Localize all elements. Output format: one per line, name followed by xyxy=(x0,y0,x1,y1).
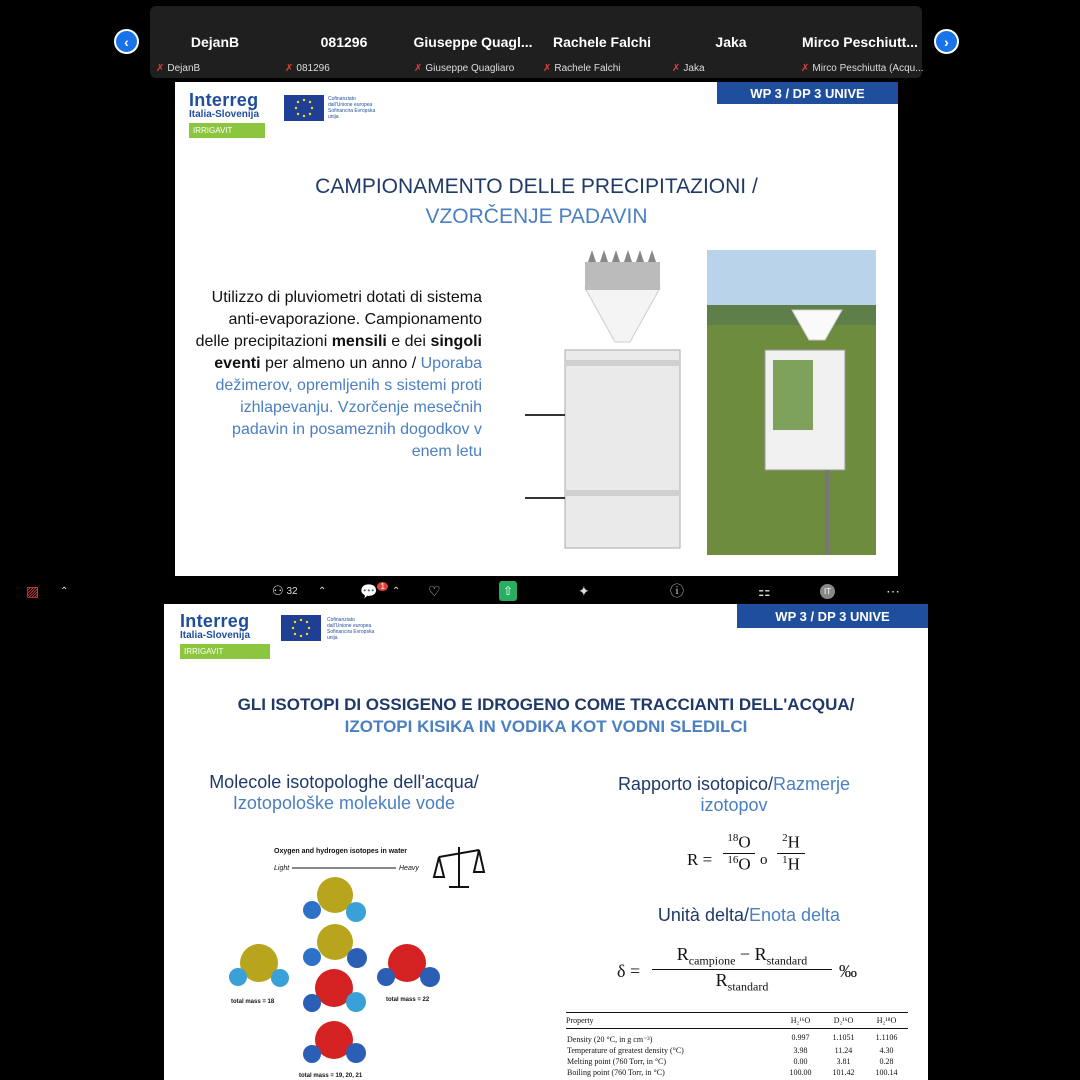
apps-icon[interactable]: ⚏ xyxy=(758,582,771,599)
text-it-part: Utilizzo di pluviometri dotati di sistema anti-evaporazione. Campionamento delle precipitazioni xyxy=(195,289,482,350)
column-header: H₂¹⁶O xyxy=(790,1016,811,1025)
participant-tile[interactable] xyxy=(409,6,537,78)
balance-scale-icon xyxy=(434,847,484,887)
delta-formula xyxy=(614,944,874,1000)
table-row xyxy=(566,1029,908,1046)
participant-label: 081296 xyxy=(296,63,330,74)
participant-tile[interactable] xyxy=(796,6,924,78)
wp-badge: WP 3 / DP 3 UNIVE xyxy=(737,604,928,628)
table-row xyxy=(566,1067,908,1078)
slide-subtitle: IZOTOPI KISIKA IN VODIKA KOT VODNI SLEDILCI xyxy=(344,717,748,736)
mass-label: total mass = 19, 20, 21 xyxy=(299,1073,363,1079)
diagram-title: Oxygen and hydrogen isotopes in water xyxy=(274,848,408,855)
mic-muted-icon: ✗ xyxy=(285,63,294,74)
subscript: standard xyxy=(766,953,808,968)
mass-number: 2 xyxy=(782,832,788,844)
participant-label: Mirco Peschiutta (Acqu... xyxy=(812,63,924,74)
cofunding-text: Cofinanziato dall'Unione europea Sofinancira Evropska unija xyxy=(327,617,375,641)
participant-name: Mirco Peschiutt... xyxy=(802,34,918,50)
field-photo xyxy=(707,250,876,555)
delta-heading xyxy=(634,905,864,926)
formula-r: R = xyxy=(687,850,713,869)
fraction-hydrogen xyxy=(777,832,805,874)
mic-muted-icon: ✗ xyxy=(543,63,552,74)
participants-button[interactable] xyxy=(272,581,298,601)
table-cell: 101.42 xyxy=(832,1068,855,1077)
participant-tile[interactable] xyxy=(667,6,795,78)
table-cell: 0.997 xyxy=(791,1032,810,1042)
slide-title: GLI ISOTOPI DI OSSIGENO E IDROGENO COME TRACCIANTI DELL'ACQUA/ xyxy=(237,695,855,714)
reactions-icon[interactable]: ♡ xyxy=(428,582,441,599)
table-cell: 3.98 xyxy=(793,1046,808,1055)
info-icon[interactable]: ⓘ xyxy=(670,583,684,599)
rain-gauge-image xyxy=(510,250,685,550)
logo-subtitle: Italia-Slovenija xyxy=(180,630,251,641)
chevron-up-icon[interactable]: ⌃ xyxy=(392,585,401,597)
molecules-heading xyxy=(184,772,504,814)
ratio-sl: Razmerje izotopov xyxy=(700,774,851,815)
text-bold: mensili xyxy=(331,333,387,350)
column-header: H₂¹⁸O xyxy=(876,1016,897,1025)
chevron-left-icon: ‹ xyxy=(124,33,129,50)
mic-muted-icon: ✗ xyxy=(156,63,165,74)
element-symbol: H xyxy=(787,854,800,874)
prev-page-button[interactable] xyxy=(114,29,139,54)
table-cell: Temperature of greatest density (°C) xyxy=(567,1046,684,1055)
ratio-formula xyxy=(684,832,814,888)
mass-label: total mass = 18 xyxy=(231,999,275,1005)
isotope-diagram xyxy=(224,842,494,1080)
chat-button[interactable] xyxy=(360,581,388,601)
table-cell: Melting point (760 Torr, in °C) xyxy=(567,1057,667,1066)
fraction-oxygen xyxy=(723,832,755,874)
light-label: Light xyxy=(274,865,290,872)
ai-companion-icon[interactable]: ✦ xyxy=(578,582,590,599)
mass-number: 16 xyxy=(727,853,739,866)
table-cell: Boiling point (760 Torr, in °C) xyxy=(567,1068,665,1077)
video-off-icon[interactable]: ▨ xyxy=(26,582,40,599)
chevron-right-icon: › xyxy=(944,33,949,50)
eu-flag-icon xyxy=(284,95,324,121)
participants-count: 32 xyxy=(286,585,298,597)
logo-subtitle: Italia-Slovenija xyxy=(189,109,260,120)
mic-muted-icon: ✗ xyxy=(801,63,810,74)
delta-sl: Enota delta xyxy=(748,905,841,925)
permil-symbol: ‰ xyxy=(839,961,857,981)
table-cell: 1.1106 xyxy=(875,1032,898,1042)
text-it-part: per almeno un anno / xyxy=(260,355,421,372)
participant-label: Jaka xyxy=(683,63,705,74)
element-symbol: O xyxy=(738,854,751,874)
more-icon[interactable]: ⋯ xyxy=(886,582,900,599)
participant-name: DejanB xyxy=(190,34,240,50)
avatar-initials: IT xyxy=(820,584,835,599)
participant-label: Rachele Falchi xyxy=(554,63,621,74)
interreg-logo xyxy=(180,612,270,659)
chat-icon: 💬 xyxy=(360,582,378,599)
ratio-it: Rapporto isotopico/ xyxy=(617,774,774,794)
element-symbol: H xyxy=(787,832,800,852)
column-header: Property xyxy=(566,1016,594,1025)
formula-r: R xyxy=(676,944,689,964)
mass-label: total mass = 22 xyxy=(386,997,430,1003)
share-screen-icon[interactable]: ⇧ xyxy=(499,581,517,601)
table-row xyxy=(566,1045,908,1056)
project-label: IRRIGAVIT xyxy=(189,123,265,138)
molecules-sl: Izotopološke molekule vode xyxy=(232,793,456,813)
chevron-up-icon[interactable]: ⌃ xyxy=(60,585,69,597)
table-cell: Density (20 °C, in g cm⁻³) xyxy=(567,1035,653,1044)
subscript: campione xyxy=(688,953,736,968)
participant-label: Giuseppe Quagliaro xyxy=(425,63,515,74)
eu-flag-icon xyxy=(281,615,321,641)
formula-r: R xyxy=(754,944,767,964)
delta-symbol: δ = xyxy=(617,961,641,981)
participant-name: Giuseppe Quagl... xyxy=(413,34,533,50)
interreg-logo xyxy=(189,91,265,138)
participant-tile[interactable] xyxy=(151,6,279,78)
table-cell: 4.30 xyxy=(879,1046,894,1055)
project-label: IRRIGAVIT xyxy=(180,644,270,659)
text-sl-part: Uporaba dežimerov, opremljenih s sistemi proti izhlapevanju. Vzorčenje mesečnih padavin in posameznih dogodkov v enem letu xyxy=(215,355,482,460)
delta-it: Unità delta/ xyxy=(657,905,749,925)
table-cell: 0.00 xyxy=(793,1057,808,1066)
logo-title: Interreg xyxy=(180,611,250,631)
column-header: D₂¹⁶O xyxy=(833,1016,854,1025)
text-it-part: e dei xyxy=(386,333,431,350)
table-cell: 100.00 xyxy=(789,1068,812,1077)
heavy-label: Heavy xyxy=(399,865,419,872)
subscript: standard xyxy=(727,979,769,994)
delta-fraction xyxy=(652,944,832,994)
formula-r: R xyxy=(715,969,728,990)
slide-body-text xyxy=(195,287,482,463)
table-cell: 11.24 xyxy=(834,1046,853,1055)
mic-muted-icon: ✗ xyxy=(672,63,681,74)
table-row xyxy=(566,1056,908,1067)
participant-name: Jaka xyxy=(715,34,747,50)
table-header-row xyxy=(566,1013,908,1029)
logo-title: Interreg xyxy=(189,90,259,110)
next-page-button[interactable] xyxy=(934,29,959,54)
element-symbol: O xyxy=(738,832,751,852)
slide-subtitle: VZORČENJE PADAVIN xyxy=(425,205,648,228)
table-cell: 3.81 xyxy=(836,1057,851,1066)
formula-or: o xyxy=(760,852,768,868)
properties-table xyxy=(566,1012,908,1078)
participant-name: Rachele Falchi xyxy=(552,34,652,50)
shared-slide-bottom xyxy=(164,604,928,1080)
mic-muted-icon: ✗ xyxy=(414,63,423,74)
table-cell: 1.1051 xyxy=(832,1032,855,1042)
table-cell: 0.28 xyxy=(879,1057,894,1066)
wp-badge: WP 3 / DP 3 UNIVE xyxy=(717,82,898,104)
participant-tile[interactable] xyxy=(538,6,666,78)
meeting-toolbar xyxy=(0,578,1080,604)
ratio-heading xyxy=(604,774,864,816)
people-icon: ⚇ xyxy=(272,583,284,598)
participant-tile[interactable] xyxy=(280,6,408,78)
shared-slide-top xyxy=(175,82,898,576)
text-bold: singoli eventi xyxy=(214,333,482,372)
molecules-it: Molecole isotopologhe dell'acqua/ xyxy=(209,772,479,792)
table-cell: 100.14 xyxy=(875,1068,898,1077)
chat-badge: 1 xyxy=(377,582,387,591)
cofunding-text: Cofinanziato dall'Unione europea Sofinancira Evropska unija xyxy=(328,96,376,120)
slide-title: CAMPIONAMENTO DELLE PRECIPITAZIONI / xyxy=(315,175,758,198)
avatar[interactable] xyxy=(820,581,835,601)
mass-number: 18 xyxy=(727,832,739,844)
minus-sign: − xyxy=(739,944,751,964)
participant-label: DejanB xyxy=(167,63,201,74)
mass-number: 1 xyxy=(782,853,788,866)
chevron-up-icon[interactable]: ⌃ xyxy=(318,585,327,597)
participant-name: 081296 xyxy=(320,34,368,50)
